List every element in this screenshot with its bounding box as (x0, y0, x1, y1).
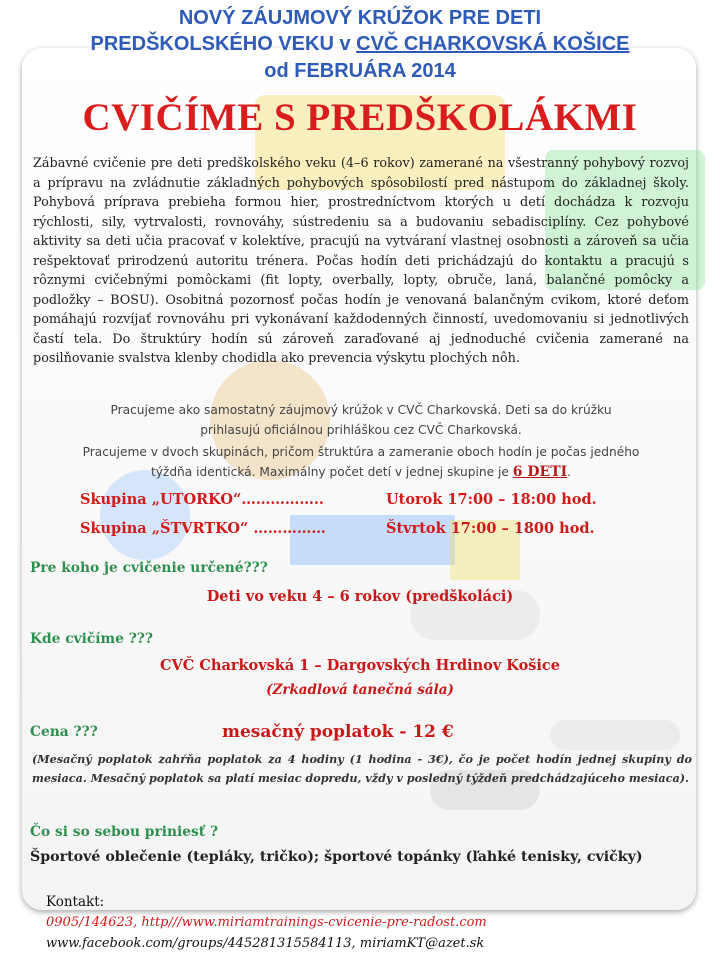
where-question: Kde cvičíme ??? (30, 631, 153, 647)
intro-paragraph: Zábavné cvičenie pre deti predškolského veku (4–6 rokov) zamerané na všestranný pohybový rozvoj a prípravu na zvládnutie základných pohybových spôsobilostí pred nástupom do základnej školy. Pohybová príprava prebieha formou hier, prostredníctvom ktorých u detí dochádza k rozvoju rýchlosti, sily, vytrvalosti, rovnováhy, sústredeniu sa a budovaniu sebadisciplíny. Cez pohybové aktivity sa deti učia pracovať v kolektíve, pracujú na vytváraní vlastnej osobnosti a zároveň sa učia rešpektovať prirodzenú autoritu trénera. Počas hodín deti prichádzajú do kontaktu a pracujú s rôznymi cvičebnými pomôckami (fit lopty, overbally, lopty, obruče, laná, balančné pomôcky a podložky – BOSU). Osobitná pozornosť počas hodín je venovaná balančným cvikom, ktoré deťom pomáhajú rozvíjať rovnováhu pri vykonávaní každodenných činností, uvedomovaniu si jednotlivých častí tela. Do štruktúry hodín sú zároveň zaraďované aj jednoduché cvičenia zamerané na posilňovanie svalstva klenby chodidla ako prevencia výskytu plochých nôh. (33, 156, 689, 366)
schedule-group-1: Skupina „UTORKO“…………….. (80, 491, 324, 508)
header-line-3: od FEBRUÁRA 2014 (264, 60, 456, 82)
bring-answer: Športové oblečenie (tepláky, tričko); športové topánky (ľahké tenisky, cvičky) (30, 849, 643, 865)
info-line-1: Pracujeme ako samostatný záujmový krúžok v CVČ Charkovská. Deti sa do krúžku (110, 403, 612, 417)
info-line-4 (30, 462, 692, 482)
info-line-3: Pracujeme v dvoch skupinách, pričom štruktúra a zameranie oboch hodín je počas jedného (82, 445, 640, 459)
bring-question: Čo si so sebou priniesť ? (30, 824, 219, 840)
price-value: mesačný poplatok - 12 € (222, 722, 454, 742)
page-title: CVIČÍME S PREDŠKOLÁKMI (82, 96, 638, 139)
price-question: Cena ??? (30, 724, 98, 740)
info-line-4-end: . (567, 465, 572, 479)
header-line-1: NOVÝ ZÁUJMOVÝ KRÚŽOK PRE DETI (178, 7, 542, 29)
contact-facebook-email[interactable]: www.facebook.com/groups/445281315584113, miriamKT@azet.sk (46, 936, 485, 951)
info-line-2: prihlasujú oficiálnou prihláškou cez CVČ Charkovská. (200, 423, 522, 437)
where-room: (Zrkadlová tanečná sála) (266, 682, 454, 698)
where-answer: CVČ Charkovská 1 – Dargovských Hrdinov Košice (160, 657, 560, 674)
for-whom-answer: Deti vo veku 4 – 6 rokov (predškoláci) (206, 588, 514, 605)
schedule-time-1: Utorok 17:00 – 18:00 hod. (386, 491, 597, 508)
contact-label: Kontakt: (46, 894, 105, 910)
for-whom-question: Pre koho je cvičenie určené??? (30, 560, 268, 576)
max-kids: 6 DETI (512, 464, 568, 480)
header-line-2-center: CVČ CHARKOVSKÁ KOŠICE (356, 33, 630, 55)
schedule-group-2: Skupina „ŠTVRTKO“ …………… (80, 520, 326, 537)
info-line-4-text: týždňa identická. Maximálny počet detí v jednej skupine je (150, 465, 513, 479)
price-note: (Mesačný poplatok zahŕňa poplatok za 4 hodiny (1 hodina - 3€), čo je počet hodín jednej skupiny do mesiaca. Mesačný poplatok sa platí mesiac dopredu, vždy v posledný týždeň predchádzajúceho mesiaca). (32, 752, 692, 785)
decorative-shape (550, 720, 680, 750)
header-line-2 (0, 32, 720, 56)
schedule-time-2: Štvrtok 17:00 – 1800 hod. (386, 520, 595, 537)
contact-web-link[interactable]: 0905/144623, http///www.miriamtrainings-cvicenie-pre-radost.com (46, 915, 487, 930)
decorative-shape (100, 470, 190, 560)
header-line-2-prefix: PREDŠKOLSKÉHO VEKU v (90, 33, 357, 55)
